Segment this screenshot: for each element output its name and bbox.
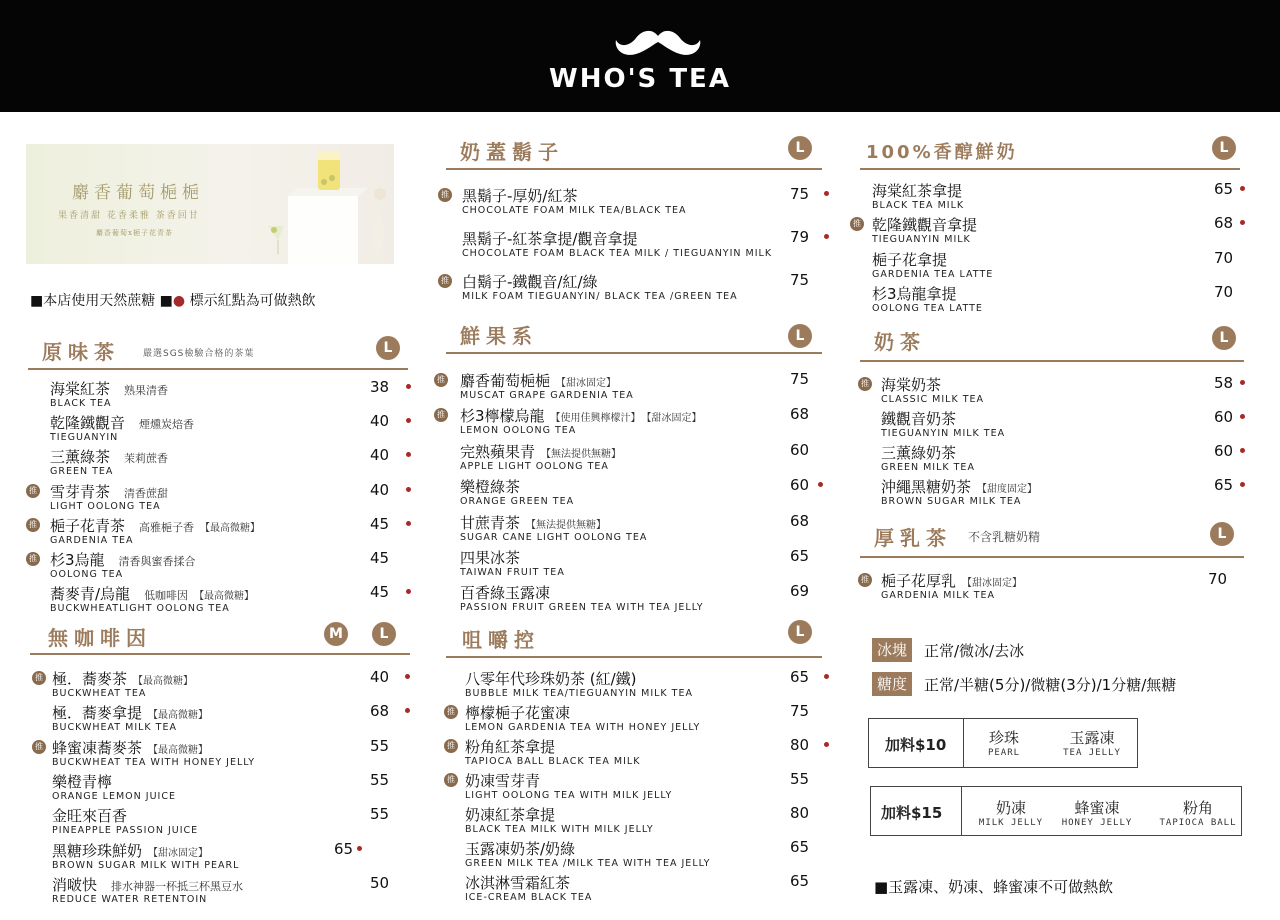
item-price: 65 <box>790 547 810 565</box>
item-price: 69 <box>790 582 810 601</box>
item-name-text: 三薰綠茶 <box>50 448 111 467</box>
item-name-text: 八零年代珍珠奶茶 (紅/鐵) <box>465 670 637 688</box>
item-name-text: 黑鬍子-厚奶/紅茶 <box>462 187 578 205</box>
item-price: 60 <box>790 476 810 495</box>
size-l-badge: L <box>376 336 400 360</box>
item-name-text: 海棠紅茶 <box>50 380 111 398</box>
item-name <box>50 549 196 570</box>
recommended-badge-icon: 推 <box>444 739 458 753</box>
item-tag: 【無法提供無糖】 <box>526 519 607 531</box>
item-name-text: 冰淇淋雪霜紅茶 <box>465 874 571 892</box>
section-title-original: 原味茶 <box>42 340 120 364</box>
item-name <box>460 512 606 533</box>
hot-dot-icon <box>406 418 411 423</box>
recommended-badge-icon: 推 <box>434 373 448 387</box>
item-name <box>52 874 243 895</box>
item-name-text: 蜂蜜凍蕎麥茶 <box>52 738 143 757</box>
item-price: 79 <box>790 228 810 246</box>
footnote: ■玉露凍、奶凍、蜂蜜凍不可做熱飲 <box>874 878 1114 896</box>
addon-tapioca-ball: 粉角 TAPIOCA BALL <box>1159 799 1237 828</box>
item-desc: 熟果清香 <box>124 384 169 397</box>
item-name-text: 黑鬍子-紅茶拿提/觀音拿提 <box>462 230 638 248</box>
recommended-badge-icon: 推 <box>32 740 46 754</box>
item-price: 75 <box>790 370 810 388</box>
item-name <box>465 668 637 689</box>
item-name <box>460 547 520 568</box>
item-name <box>881 570 1022 591</box>
hot-dot-icon <box>1240 414 1245 419</box>
item-price: 60 <box>1214 408 1234 426</box>
hot-dot-icon <box>824 674 829 679</box>
hot-dot-icon <box>405 708 410 713</box>
section-rule <box>446 352 822 354</box>
hot-dot-icon: ● <box>172 293 186 309</box>
promo-banner <box>26 144 394 264</box>
item-tag: 【甜冰固定】 <box>556 378 617 389</box>
item-price: 40 <box>370 668 390 686</box>
hot-dot-icon <box>406 384 411 389</box>
item-name <box>881 476 1037 497</box>
item-name <box>460 441 621 462</box>
item-name <box>872 249 947 270</box>
item-name <box>465 770 540 791</box>
item-price: 45 <box>370 514 390 533</box>
item-price: 38 <box>370 378 390 396</box>
item-english-name: TAPIOCA BALL BLACK TEA MILK <box>465 756 641 767</box>
item-english-name: BUCKWHEATLIGHT OOLONG TEA <box>50 603 230 615</box>
item-price: 40 <box>370 480 390 499</box>
item-name-text: 杉3檸檬烏龍 <box>460 407 545 426</box>
banner-title: 麝香葡萄梔梔 <box>72 183 204 203</box>
item-price: 70 <box>1214 248 1234 267</box>
item-name <box>52 702 208 723</box>
hot-dot-icon <box>824 742 829 747</box>
banner-subtitle: 果香清甜 花香柔雅 茶香回甘 <box>58 211 200 221</box>
item-price: 80 <box>790 804 810 822</box>
hot-dot-icon <box>357 846 362 851</box>
item-name-text: 麝香葡萄梔梔 <box>460 372 551 390</box>
item-name-text: 消啵快 <box>52 875 98 894</box>
item-desc: 排水神器一杯抵三杯黑豆水 <box>111 879 244 893</box>
recommended-badge-icon: 推 <box>26 552 40 566</box>
item-english-name: GREEN MILK TEA /MILK TEA WITH TEA JELLY <box>465 858 711 869</box>
item-english-name: GREEN MILK TEA <box>881 462 975 473</box>
section-rule <box>446 168 822 170</box>
item-price: 68 <box>790 405 810 424</box>
item-tag: 【最高微糖】 <box>148 744 209 756</box>
addon-honey-jelly: 蜂蜜凍 HONEY JELLY <box>1061 799 1133 828</box>
addon-milk-jelly: 奶凍 MILK JELLY <box>978 799 1044 828</box>
item-name <box>50 378 168 399</box>
item-price: 45 <box>370 549 390 567</box>
item-name <box>52 771 112 792</box>
recommended-badge-icon: 推 <box>434 408 448 422</box>
section-title-foam: 奶蓋鬍子 <box>460 140 564 164</box>
banner-caption: 麝香葡萄x梔子花青茶 <box>96 229 173 237</box>
item-price: 68 <box>790 511 810 530</box>
item-price: 55 <box>370 805 390 824</box>
item-english-name: OOLONG TEA <box>50 569 124 580</box>
item-name-text: 四果冰茶 <box>460 549 521 567</box>
addon-tea-jelly: 玉露凍 TEA JELLY <box>1063 729 1121 758</box>
addon-pearl: 珍珠 PEARL <box>987 729 1021 758</box>
item-price: 65 <box>334 839 354 858</box>
item-name <box>460 476 520 497</box>
item-name-text: 奶凍紅茶拿提 <box>465 806 556 824</box>
item-name <box>50 481 168 502</box>
item-english-name: PINEAPPLE PASSION JUICE <box>52 825 199 837</box>
addon-box-10 <box>868 718 1138 768</box>
brand-name: WHO'S TEA <box>549 64 731 94</box>
item-name <box>52 668 193 689</box>
item-name <box>460 582 550 603</box>
item-desc: 煙燻炭焙香 <box>139 418 195 432</box>
recommended-badge-icon: 推 <box>32 671 46 685</box>
section-rule <box>446 656 822 658</box>
item-tag: 【最高微糖】 <box>194 591 255 603</box>
item-name-text: 玉露凍奶茶/奶綠 <box>465 840 576 858</box>
hot-dot-icon <box>1240 380 1245 385</box>
recommended-badge-icon: 推 <box>26 518 40 532</box>
item-tag: 【甜度固定】 <box>977 484 1038 495</box>
item-english-name: LEMON GARDENIA TEA WITH HONEY JELLY <box>465 722 701 733</box>
item-name-text: 甘蔗青茶 <box>460 513 521 532</box>
item-name-text: 杉3烏龍拿提 <box>872 284 957 303</box>
item-english-name: MILK FOAM TIEGUANYIN/ BLACK TEA /GREEN TEA <box>462 291 738 302</box>
item-english-name: OOLONG TEA LATTE <box>872 302 983 314</box>
item-price: 65 <box>790 872 810 890</box>
recommended-badge-icon: 推 <box>858 573 872 587</box>
item-english-name: GARDENIA MILK TEA <box>881 590 996 601</box>
item-name-text: 極．蕎麥拿提 <box>52 704 143 723</box>
item-name <box>52 737 208 758</box>
item-english-name: GARDENIA TEA <box>50 534 134 546</box>
item-name-text: 樂橙青檸 <box>52 772 113 791</box>
item-english-name: SUGAR CANE LIGHT OOLONG TEA <box>460 531 648 543</box>
item-name-text: 鐵觀音奶茶 <box>881 410 957 428</box>
item-price: 75 <box>790 185 810 203</box>
item-name-text: 沖繩黑糖奶茶 <box>881 478 972 496</box>
section-title-milk-tea: 奶茶 <box>874 330 926 354</box>
item-name-text: 完熟蘋果青 <box>460 442 536 461</box>
section-title-thick-milk: 厚乳茶 <box>874 526 952 550</box>
item-name <box>460 370 616 391</box>
divider <box>963 719 964 767</box>
item-name-text: 黑糖珍珠鮮奶 <box>52 841 143 860</box>
item-name-text: 雪芽青茶 <box>50 482 111 501</box>
item-tag: 【甜冰固定】 <box>646 413 702 425</box>
item-price: 65 <box>1214 180 1234 198</box>
recommended-badge-icon: 推 <box>850 217 864 231</box>
item-name-text: 檸檬梔子花蜜凍 <box>465 704 571 722</box>
item-name-text: 梔子花青茶 <box>50 516 126 535</box>
item-name-text: 樂橙綠茶 <box>460 478 521 497</box>
hot-dot-icon <box>406 589 411 594</box>
item-name-text: 梔子花拿提 <box>872 250 948 269</box>
section-rule <box>860 556 1244 558</box>
section-note-original: 嚴選SGS檢驗合格的茶葉 <box>143 349 255 359</box>
section-title-chew: 咀嚼控 <box>462 628 540 652</box>
hot-dot-icon <box>405 674 410 679</box>
item-english-name: CHOCOLATE FOAM MILK TEA/BLACK TEA <box>462 205 687 216</box>
item-desc: 高雅梔子香 <box>139 520 195 534</box>
item-price: 55 <box>370 736 390 755</box>
item-price: 70 <box>1214 282 1234 301</box>
sugar-label: 糖度 <box>872 672 912 696</box>
item-name-text: 百香綠玉露凍 <box>460 584 551 603</box>
section-rule <box>28 368 408 370</box>
item-english-name: REDUCE WATER RETENTOIN <box>52 893 208 905</box>
addon-box-15 <box>870 786 1242 836</box>
item-tag: 【最高微糖】 <box>133 676 194 687</box>
item-name <box>872 180 962 201</box>
size-l-badge: L <box>788 324 812 348</box>
size-l-badge: L <box>372 622 396 646</box>
item-tag: 【甜冰固定】 <box>962 578 1023 589</box>
item-name-text: 白鬍子-鐵觀音/紅/綠 <box>462 273 598 291</box>
item-name-text: 海棠紅茶拿提 <box>872 182 963 200</box>
item-name <box>465 838 575 859</box>
item-name <box>460 405 702 426</box>
item-name-text: 杉3烏龍 <box>50 551 105 569</box>
item-name <box>881 442 956 463</box>
item-english-name: APPLE LIGHT OOLONG TEA <box>460 460 609 472</box>
item-english-name: TIEGUANYIN MILK TEA <box>881 428 1006 439</box>
item-price: 65 <box>790 838 810 856</box>
recommended-badge-icon: 推 <box>26 484 40 498</box>
size-l-badge: L <box>788 620 812 644</box>
item-english-name: PASSION FRUIT GREEN TEA WITH TEA JELLY <box>460 602 704 614</box>
item-name-text: 極．蕎麥茶 <box>52 670 128 688</box>
item-price: 68 <box>1214 214 1234 233</box>
item-name <box>462 271 598 292</box>
item-english-name: TIEGUANYIN MILK <box>872 234 971 246</box>
item-price: 75 <box>790 702 810 720</box>
item-tag: 【最高微糖】 <box>200 522 261 534</box>
hot-dot-icon <box>1240 186 1245 191</box>
item-english-name: GREEN TEA <box>50 466 114 478</box>
item-name <box>465 872 570 893</box>
hot-dot-icon <box>406 521 411 526</box>
hot-dot-icon <box>406 452 411 457</box>
addon-15-label: 加料$15 <box>881 804 943 822</box>
hot-dot-icon <box>818 482 823 487</box>
item-english-name: ICE-CREAM BLACK TEA <box>465 892 593 903</box>
item-name <box>50 412 194 433</box>
item-price: 68 <box>370 702 390 721</box>
item-price: 40 <box>370 446 390 465</box>
hot-dot-icon <box>1240 482 1245 487</box>
item-english-name: TIEGUANYIN <box>50 432 119 444</box>
item-price: 55 <box>370 770 390 789</box>
item-english-name: TAIWAN FRUIT TEA <box>460 567 565 578</box>
item-tag: 【最高微糖】 <box>148 710 209 722</box>
item-name <box>50 515 260 536</box>
item-name <box>52 805 127 826</box>
recommended-badge-icon: 推 <box>444 773 458 787</box>
item-tag: 【甜冰固定】 <box>148 847 209 859</box>
item-english-name: LIGHT OOLONG TEA WITH MILK JELLY <box>465 790 673 801</box>
item-english-name: CLASSIC MILK TEA <box>881 394 985 405</box>
item-english-name: BUCKWHEAT TEA WITH HONEY JELLY <box>52 756 256 768</box>
item-english-name: CHOCOLATE FOAM BLACK TEA MILK / TIEGUANYIN MILK <box>462 248 773 259</box>
divider <box>961 787 962 835</box>
item-price: 80 <box>790 736 810 754</box>
item-english-name: BROWN SUGAR MILK WITH PEARL <box>52 859 240 871</box>
size-l-badge: L <box>1210 522 1234 546</box>
item-tag: 【無法提供無糖】 <box>541 448 622 460</box>
item-english-name: MUSCAT GRAPE GARDENIA TEA <box>460 390 634 401</box>
section-rule <box>860 168 1240 170</box>
item-english-name: LIGHT OOLONG TEA <box>50 500 161 512</box>
section-title-fruit: 鮮果系 <box>460 324 538 348</box>
item-name <box>881 408 956 429</box>
item-name <box>50 446 168 467</box>
size-l-badge: L <box>1212 326 1236 350</box>
item-english-name: BUCKWHEAT TEA <box>52 688 147 699</box>
addon-10-label: 加料$10 <box>885 736 947 754</box>
item-english-name: ORANGE GREEN TEA <box>460 496 575 508</box>
item-price: 65 <box>1214 476 1234 494</box>
item-price: 40 <box>370 412 390 431</box>
hot-dot-icon <box>824 234 829 239</box>
item-name-text: 海棠奶茶 <box>881 376 942 394</box>
item-price: 60 <box>790 440 810 459</box>
ice-options: 正常/微冰/去冰 <box>924 642 1025 660</box>
hot-dot-icon <box>1240 220 1245 225</box>
drink-illustration-icon <box>248 144 394 264</box>
item-name <box>465 736 555 757</box>
item-price: 45 <box>370 583 390 602</box>
item-english-name: BLACK TEA MILK <box>872 200 965 211</box>
item-name-text: 金旺來百香 <box>52 807 128 826</box>
item-english-name: LEMON OOLONG TEA <box>460 425 577 437</box>
item-english-name: BUCKWHEAT MILK TEA <box>52 722 177 734</box>
item-price: 50 <box>370 873 390 892</box>
item-name <box>52 840 208 861</box>
size-l-badge: L <box>1212 136 1236 160</box>
item-name <box>872 283 957 304</box>
item-name <box>50 583 254 604</box>
item-desc: 茉莉蔗香 <box>124 452 169 466</box>
item-name <box>465 804 555 825</box>
item-name-text: 三薰綠奶茶 <box>881 444 957 462</box>
item-price: 70 <box>1208 570 1228 588</box>
item-english-name: GARDENIA TEA LATTE <box>872 268 994 280</box>
mustache-logo-icon <box>614 28 702 60</box>
item-desc: 清香蔗甜 <box>124 486 169 500</box>
item-name-text: 粉角紅茶拿提 <box>465 738 556 756</box>
recommended-badge-icon: 推 <box>444 705 458 719</box>
item-desc: 低咖啡因 <box>144 589 189 603</box>
item-price: 58 <box>1214 374 1234 392</box>
section-title-decaf: 無咖啡因 <box>48 626 152 650</box>
item-price: 65 <box>790 668 810 686</box>
item-name <box>881 374 941 395</box>
item-english-name: BLACK TEA <box>50 398 112 409</box>
item-english-name: ORANGE LEMON JUICE <box>52 790 176 802</box>
size-l-badge: L <box>788 136 812 160</box>
header-bar <box>0 0 1280 112</box>
item-name-text: 乾隆鐵觀音拿提 <box>872 216 978 235</box>
item-english-name: BUBBLE MILK TEA/TIEGUANYIN MILK TEA <box>465 688 693 699</box>
item-desc: 清香與蜜香揉合 <box>118 555 196 568</box>
item-price: 55 <box>790 770 810 788</box>
hot-dot-icon <box>824 191 829 196</box>
item-english-name: BLACK TEA MILK WITH MILK JELLY <box>465 824 654 835</box>
hot-dot-icon <box>406 487 411 492</box>
item-name-text: 蕎麥青/烏龍 <box>50 585 131 604</box>
item-name <box>465 702 570 723</box>
item-price: 60 <box>1214 442 1234 460</box>
item-english-name: BROWN SUGAR MILK TEA <box>881 496 1022 507</box>
sugar-options: 正常/半糖(5分)/微糖(3分)/1分糖/無糖 <box>924 676 1177 694</box>
store-note: ■本店使用天然蔗糖 ■● 標示紅點為可做熱飲 <box>30 293 316 309</box>
recommended-badge-icon: 推 <box>858 377 872 391</box>
item-name <box>462 185 577 206</box>
item-name <box>872 214 977 235</box>
section-note-thick-milk: 不含乳糖奶精 <box>968 530 1041 544</box>
item-price: 75 <box>790 271 810 289</box>
section-title-fresh-milk: 100%香醇鮮奶 <box>866 142 1018 163</box>
recommended-badge-icon: 推 <box>438 274 452 288</box>
item-tag: 【使用佳興檸檬汁】 <box>550 413 641 425</box>
item-name-text: 奶凍雪芽青 <box>465 772 541 790</box>
section-rule <box>860 360 1244 362</box>
item-name-text: 乾隆鐵觀音 <box>50 414 126 433</box>
item-name-text: 梔子花厚乳 <box>881 572 957 590</box>
recommended-badge-icon: 推 <box>438 188 452 202</box>
item-name <box>462 228 637 249</box>
section-rule <box>30 653 410 655</box>
size-m-badge: M <box>324 622 348 646</box>
ice-label: 冰塊 <box>872 638 912 662</box>
hot-dot-icon <box>1240 448 1245 453</box>
